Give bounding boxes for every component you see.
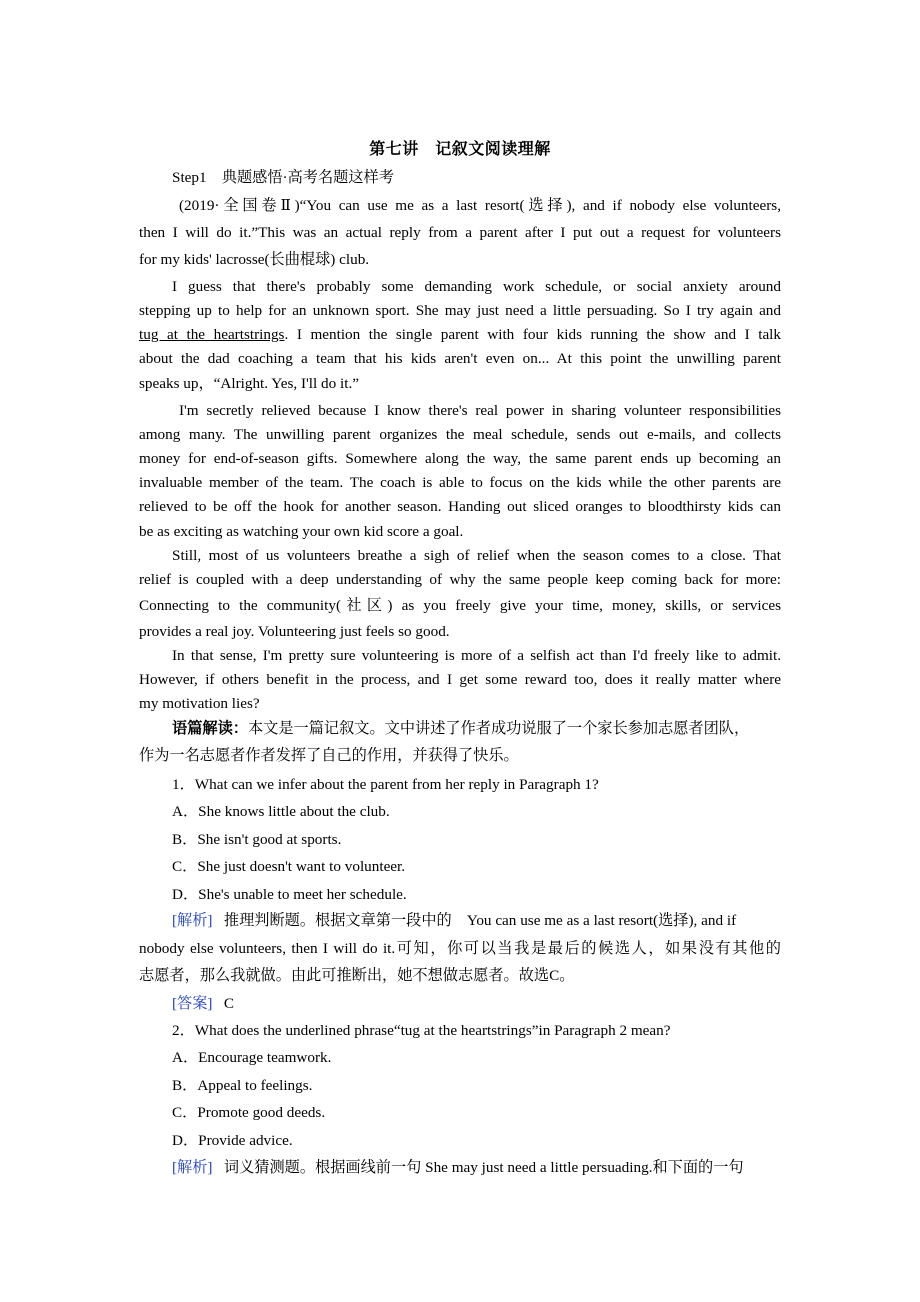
passage-line: speaks up，“Alright. Yes, I'll do it.” [139, 375, 359, 392]
passage-line: Still, most of us volunteers breathe a sigh of relief when the season comes to a close. That [172, 547, 781, 564]
passage-line: tug at the heartstrings. I mention the single parent with four kids running the show and I talk [139, 326, 781, 343]
summary-label: 语篇解读： [172, 720, 248, 737]
passage-line: about the dad coaching a team that his kids aren't even on... At this point the unwilling parent [139, 350, 781, 367]
analysis-line: nobody else volunteers, then I will do it.可知，你可以当我是最后的候选人，如果没有其他的 [139, 940, 781, 957]
passage-line: among many. The unwilling parent organizes the meal schedule, sends out e-mails, and collects [139, 426, 781, 443]
passage-line: then I will do it.”This was an actual reply from a parent after I put out a request for volunteers [139, 224, 781, 241]
question-stem: 1．What can we infer about the parent from her reply in Paragraph 1? [172, 776, 599, 793]
answer-line [139, 994, 781, 1014]
passage-line: stepping up to help for an unknown sport. She may just need a little persuading. So I try again and [139, 302, 781, 319]
step-heading: Step1 典题感悟·高考名题这样考 [172, 169, 394, 186]
option-c: C．She just doesn't want to volunteer. [172, 858, 406, 875]
option-d: D．Provide advice. [172, 1132, 293, 1149]
passage-line: In that sense, I'm pretty sure volunteering is more of a selfish act than I'd freely like to admit. [172, 647, 781, 664]
option-b: B．Appeal to feelings. [172, 1077, 313, 1094]
underlined-phrase: tug at the heartstrings [139, 326, 285, 343]
passage-line: for my kids' lacrosse(长曲棍球) club. [139, 251, 370, 268]
answer-value: C [223, 995, 235, 1012]
passage-line: invaluable member of the team. The coach is able to focus on the kids while the other parents are [139, 474, 781, 491]
passage-line: my motivation lies? [139, 695, 260, 712]
passage-line: I guess that there's probably some demanding work schedule, or social anxiety around [172, 278, 781, 295]
analysis-tag: [解析] [172, 1159, 213, 1176]
analysis-line: [解析] 词义猜测题。根据画线前一句 She may just need a little persuading.和下面的一句 [172, 1159, 744, 1176]
option-c: C．Promote good deeds. [172, 1104, 326, 1121]
question-stem: 2．What does the underlined phrase“tug at the heartstrings”in Paragraph 2 mean? [172, 1022, 671, 1039]
summary-line: 语篇解读：本文是一篇记叙文。文中讲述了作者成功说服了一个家长参加志愿者团队， [172, 720, 750, 737]
analysis-tag: [解析] [172, 912, 213, 929]
passage-line: However, if others benefit in the process, and I get some reward too, does it really matter where [139, 671, 781, 688]
passage-line: be as exciting as watching your own kid score a goal. [139, 523, 464, 540]
passage-line: I'm secretly relieved because I know there's real power in sharing volunteer responsibilities [179, 402, 781, 419]
option-d: D．She's unable to meet her schedule. [172, 886, 407, 903]
summary-line: 作为一名志愿者作者发挥了自己的作用，并获得了快乐。 [139, 747, 519, 764]
passage-line: relief is coupled with a deep understanding of why the same people keep coming back for more: [139, 571, 781, 588]
analysis-line: 志愿者，那么我就做。由此可推断出，她不想做志愿者。故选C。 [139, 967, 575, 984]
passage-line: Connecting to the community(社区) as you freely give your time, money, skills, or services [139, 597, 781, 614]
analysis-line: [解析] 推理判断题。根据文章第一段中的 You can use me as a last resort(选择), and if [172, 912, 737, 929]
passage-line: (2019·全国卷Ⅱ)“You can use me as a last resort(选择), and if nobody else volunteers, [179, 197, 781, 214]
option-a: A．Encourage teamwork. [172, 1049, 332, 1066]
answer-tag: [答案] [172, 995, 213, 1012]
option-b: B．She isn't good at sports. [172, 831, 342, 848]
passage-line: relieved to be off the hook for another season. Handing out sliced oranges to bloodthirsty kids can [139, 498, 781, 515]
passage-line: money for end-of-season gifts. Somewhere along the way, the same parent ends up becoming an [139, 450, 781, 467]
option-a: A．She knows little about the club. [172, 803, 390, 820]
page-title: 第七讲 记叙文阅读理解 [369, 141, 551, 158]
passage-line: provides a real joy. Volunteering just feels so good. [139, 623, 450, 640]
